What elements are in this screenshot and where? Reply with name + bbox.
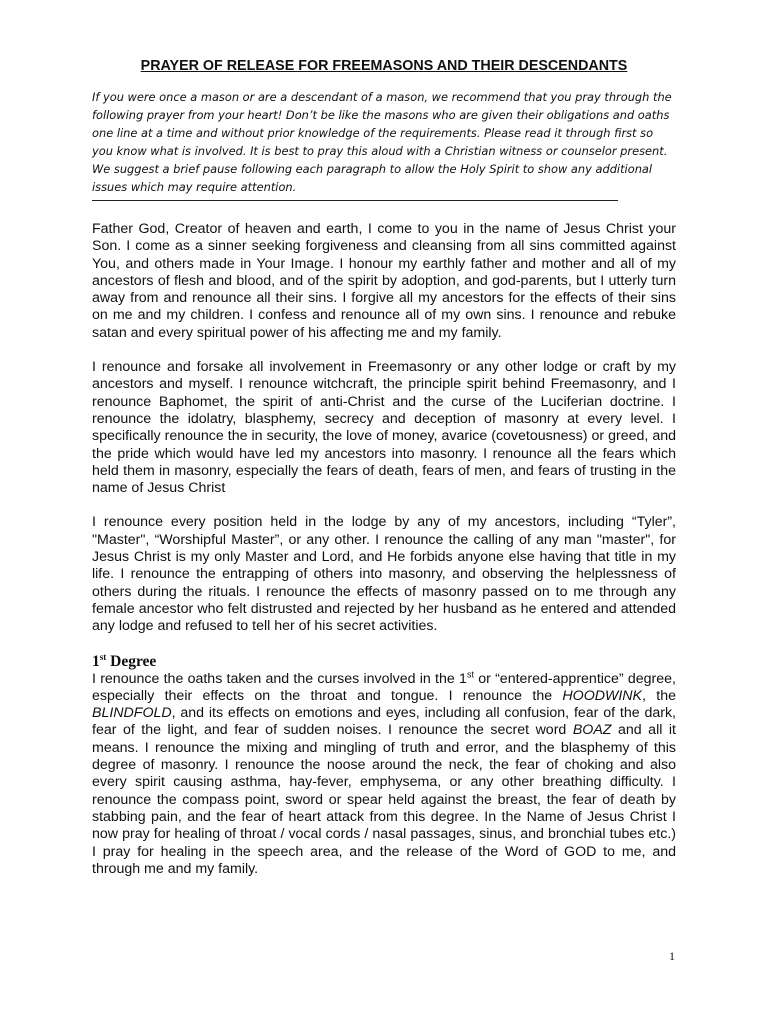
section-heading-1st-degree xyxy=(92,653,676,671)
document-page xyxy=(92,58,676,878)
degree-ordinal: st xyxy=(466,668,474,679)
prayer-paragraph-3: I renounce every position held in the lodge by any of my ancestors, including “Tyler”, "Master", “Worshipful Master”, or any other. I renounce the calling of any man "master", for Jesus Christ is my only Master and Lord, and He forbids anyone else having that title in my life. I renounce the entrapping of others into masonry, and observing the helplessness of others during the rituals. I renounce the effects of masonry passed on to me through any female ancestor who felt distrusted and rejected by her husband as he entered and attended any lodge and refused to tell her of his secret activities. xyxy=(92,514,676,635)
degree-text-a: I renounce the oaths taken and the curses involved in the 1 xyxy=(92,670,467,687)
degree-text-c: , the xyxy=(642,687,676,704)
degree-text-d: , and its effects on emotions and eyes, including all confusion, fear of the dark, fear of the light, and fear of sudden noises. I renounce the secret word xyxy=(92,705,676,739)
prayer-paragraph-2: I renounce and forsake all involvement in Freemasonry or any other lodge or craft by my ancestors and myself. I renounce witchcraft, the principle spirit behind Freemasonry, and I renounce Baphomet, the spirit of anti-Christ and the curse of the Luciferian doctrine. I renounce the idolatry, blasphemy, secrecy and deception of masonry at every level. I specifically renounce the in security, the love of money, avarice (covetousness) or greed, and the pride which would have led my ancestors into masonry. I renounce all the fears which held them in masonry, especially the fears of death, fears of men, and fears of trusting in the name of Jesus Christ xyxy=(92,359,676,497)
heading-word: Degree xyxy=(110,652,157,670)
separator-line xyxy=(92,200,618,201)
term-hoodwink: HOODWINK xyxy=(562,687,643,704)
term-blindfold: BLINDFOLD xyxy=(92,705,172,722)
page-number: 1 xyxy=(669,949,675,963)
intro-paragraph: If you were once a mason or are a descendant of a mason, we recommend that you pray through the following prayer from your heart! Don’t be like the masons who are given their obligations and oaths one line at a time and without prior knowledge of the requirements. Please read it through first so you know what is involved. It is best to pray this aloud with a Christian witness or counselor present. We suggest a brief pause following each paragraph to allow the Holy Spirit to show any additional issues which may require attention. xyxy=(92,90,672,194)
heading-ordinal: st xyxy=(99,651,107,662)
term-boaz: BOAZ xyxy=(572,722,612,739)
document-title: PRAYER OF RELEASE FOR FREEMASONS AND THEIR DESCENDANTS xyxy=(140,58,628,74)
prayer-paragraph-1: Father God, Creator of heaven and earth, I come to you in the name of Jesus Christ your Son. I come as a sinner seeking forgiveness and cleansing from all sins committed against You, and others made in Your Image. I honour my earthly father and mother and all of my ancestors of flesh and blood, and of the spirit by adoption, and god-parents, but I utterly turn away from and renounce all their sins. I forgive all my ancestors for the effects of their sins on me and my children. I confess and renounce all of my own sins. I renounce and rebuke satan and every spiritual power of his affecting me and my family. xyxy=(92,221,676,341)
degree-text-e: and all it means. I renounce the mixing and mingling of truth and error, and the blasphemy of this degree of masonry. I renounce the noose around the neck, the fear of choking and also every spirit causing asthma, hay-fever, emphysema, or any other breathing difficulty. I renounce the compass point, sword or spear held against the breast, the fear of death by stabbing pain, and the fear of heart attack from this degree. In the Name of Jesus Christ I now pray for healing of throat / vocal cords / nasal passages, sinus, and bronchial tubes etc.) I pray for healing in the speech area, and the release of the Word of GOD to me, and through me and my family. xyxy=(92,722,676,877)
degree-text-b: or “entered-apprentice” degree, especially their effects on the throat and tongue. I renounce the xyxy=(92,670,676,704)
heading-number: 1 xyxy=(92,652,100,670)
degree-paragraph xyxy=(92,668,676,879)
